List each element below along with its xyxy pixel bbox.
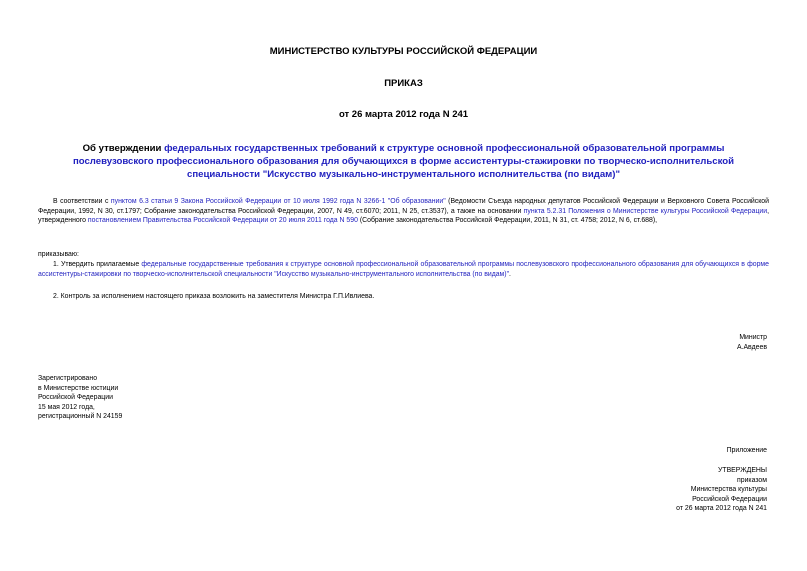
law-reference-link[interactable]: пунктом 6.3 статьи 9 Закона Российской Федерации от 10 июля 1992 года N 3266-1 "Об образовании"	[110, 198, 446, 205]
preamble-text-3: , утвержденного	[38, 207, 770, 225]
regulation-reference-link[interactable]: пункта 5.2.31 Положения о Министерстве культуры Российской Федерации	[523, 207, 768, 215]
registration-line-4: 15 мая 2012 года,	[38, 403, 95, 411]
doc-type-heading: ПРИКАЗ	[384, 78, 423, 89]
appendix-approval-block	[676, 466, 767, 514]
title-link[interactable]: федеральных государственных требований к структуре основной профессиональной образовательной программы послевузовского профессионального образования для обучающихся в форме ассистентуры-стажировки по творческо-исполнительской специальности "Искусство музыкально-инструментального исполнительства (по видам)"	[72, 143, 735, 180]
appendix-line-1: приказом	[737, 476, 767, 484]
appendix-line-2: Министерства культуры	[690, 486, 767, 494]
registration-line-3: Российской Федерации	[38, 394, 113, 402]
requirements-link[interactable]: федеральные государственные требования к структуре основной профессиональной образовательной программы послевузовского профессионального образования для обучающихся в форме ассистентуры-стажировки по творческо-исполнительской специальности "Искусство музыкально-инструментального исполнительства (по видам)"	[38, 261, 769, 278]
order-word: приказываю:	[38, 251, 79, 258]
preamble-paragraph	[38, 197, 769, 226]
order-item-2: 2. Контроль за исполнением настоящего приказа возложить на заместителя Министра Г.П.Ивлиева.	[53, 293, 375, 300]
title-prefix: Об утверждении	[82, 143, 165, 154]
registration-line-2: в Министерстве юстиции	[38, 384, 119, 392]
signature-name: А.Авдеев	[736, 343, 767, 351]
signature-position: Министр	[739, 334, 767, 341]
appendix-label: Приложение	[726, 447, 767, 454]
appendix-line-4: от 26 марта 2012 года N 241	[676, 505, 767, 513]
appendix-approved: УТВЕРЖДЕНЫ	[718, 467, 767, 474]
ministry-heading: МИНИСТЕРСТВО КУЛЬТУРЫ РОССИЙСКОЙ ФЕДЕРАЦИИ	[269, 46, 538, 57]
registration-line-1: Зарегистрировано	[38, 375, 98, 382]
item1-text-1: 1. Утвердить прилагаемые	[53, 261, 142, 268]
document-title	[52, 143, 755, 181]
order-item-1	[38, 260, 769, 279]
item1-text-2: .	[509, 270, 511, 278]
signature-block	[737, 333, 767, 352]
doc-date-number: от 26 марта 2012 года N 241	[338, 109, 469, 120]
registration-line-5: регистрационный N 24159	[38, 413, 123, 421]
preamble-text-2: (Ведомости Съезда народных депутатов Российской Федерации и Верховного Совета Российской Федерации, 1992, N 30, ст.1797; Собрание законодательства Российской Федерации, 2007, N 49, ст.6070; 2011, N 25, ст.3537), а также на основании	[38, 198, 769, 215]
preamble-text-4: (Собрание законодательства Российской Федерации, 2011, N 31, ст. 4758; 2012, N 6, ст.688),	[357, 217, 658, 225]
registration-block	[38, 374, 122, 422]
government-decree-link[interactable]: постановлением Правительства Российской Федерации от 20 июля 2011 года N 590	[87, 217, 358, 225]
appendix-line-3: Российской Федерации	[692, 495, 767, 503]
preamble-text-1: В соответствии с	[53, 198, 111, 205]
